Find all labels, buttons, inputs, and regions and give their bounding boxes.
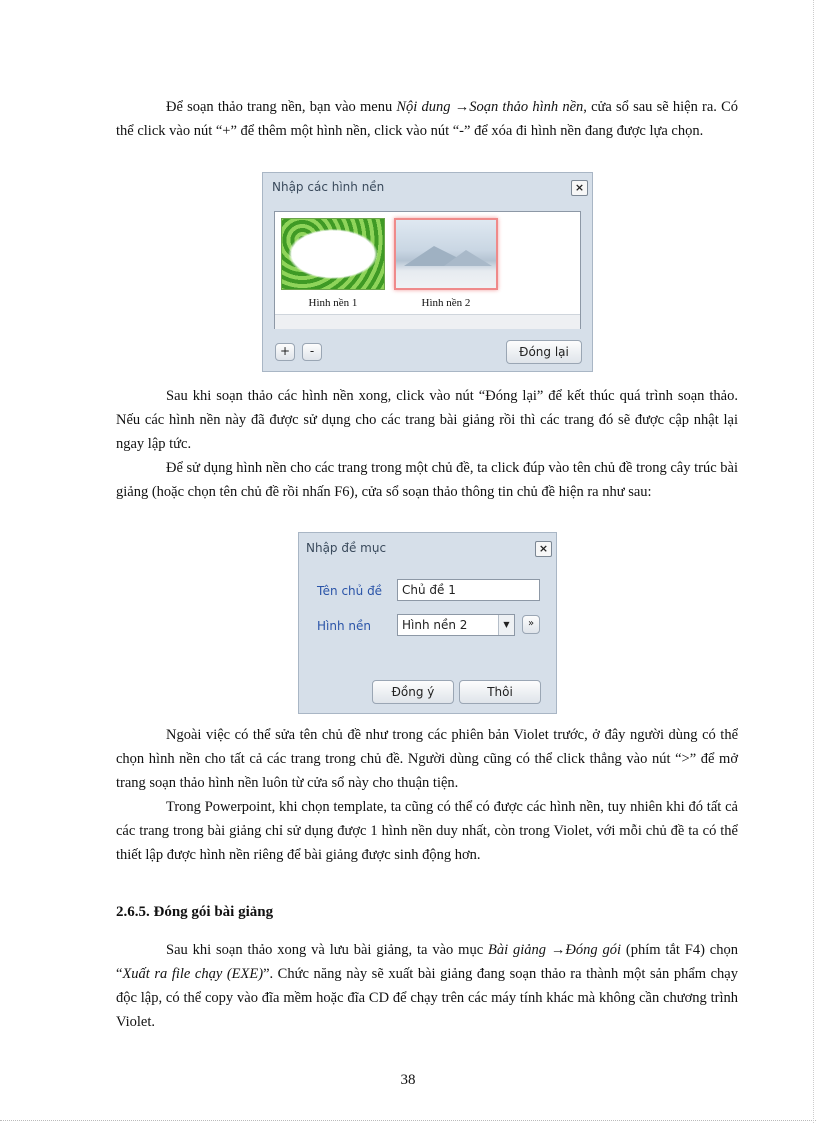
background-thumbnail-2[interactable] <box>394 218 498 290</box>
ok-button[interactable]: Đồng ý <box>372 680 454 704</box>
cancel-button[interactable]: Thôi <box>459 680 541 704</box>
page-bottom-border <box>0 1120 816 1121</box>
add-background-button[interactable]: + <box>275 343 295 361</box>
p1-text-b: , cửa sổ sau sẽ hiện ra. Có thể click vào nút “+” để thêm một hình nền, click vào nút “-” để xóa đi hình nền đang được lựa chọn. <box>116 99 738 139</box>
p6-text-a: Sau khi soạn thảo xong và lưu bài giảng, ta vào mục <box>166 942 489 958</box>
p3-text: Để sử dụng hình nền cho các trang trong một chủ đề, ta click đúp vào tên chủ đề trong cây trúc bài giảng (hoặc chọn tên chủ đề rồi nhấn F6), cửa sổ soạn thảo thông tin chủ đề hiện ra như sau: <box>116 460 738 500</box>
dialog-title: Nhập đề mục <box>306 541 387 555</box>
background-label: Hình nền <box>317 619 371 633</box>
paragraph-3 <box>116 456 738 504</box>
thumbnail-panel <box>274 211 581 329</box>
p4-text: Ngoài việc có thể sửa tên chủ đề như trong các phiên bản Violet trước, ở đây người dùng có thể chọn hình nền cho tất cả các trang trong chủ đề. Người dùng cũng có thể click thẳng vào nút “>” để mở trang soạn thảo hình nền luôn từ cửa sổ này cho thuận tiện. <box>116 727 738 791</box>
backgrounds-dialog <box>262 172 593 372</box>
topic-dialog <box>298 532 557 714</box>
page-right-border <box>813 0 814 1123</box>
paragraph-6 <box>116 938 738 1034</box>
paragraph-5 <box>116 795 738 867</box>
close-dialog-button[interactable]: Đóng lại <box>506 340 582 364</box>
close-icon[interactable]: × <box>571 180 588 196</box>
open-background-editor-button[interactable]: » <box>522 615 540 634</box>
p6-text-c: ”. Chức năng này sẽ xuất bài giảng đang soạn thảo ra thành một sản phẩm chạy độc lập, có thể copy vào đĩa mềm hoặc đĩa CD để chạy trên các máy tính khác mà không cần chương trình Violet. <box>116 966 738 1030</box>
section-heading: 2.6.5. Đóng gói bài giảng <box>116 904 274 920</box>
thumbnail-label: Hình nền 1 <box>308 297 358 309</box>
p6-text-b: (phím tắt F4) chọn “ <box>116 942 738 982</box>
topic-name-label: Tên chủ đề <box>317 584 383 598</box>
paragraph-4 <box>116 723 738 795</box>
topic-name-input[interactable]: Chủ đề 1 <box>397 579 540 601</box>
paragraph-2 <box>116 384 738 456</box>
dialog-title: Nhập các hình nền <box>272 180 385 194</box>
mountain-shape <box>444 250 492 266</box>
p6-option: Xuất ra file chạy (EXE) <box>122 966 264 982</box>
page-number: 38 <box>400 1072 416 1088</box>
p6-menu-path: Bài giảng →Đóng gói <box>488 942 622 958</box>
horizontal-scrollbar[interactable] <box>275 314 580 329</box>
remove-background-button[interactable]: - <box>302 343 322 361</box>
background-select[interactable] <box>397 614 515 636</box>
p5-text: Trong Powerpoint, khi chọn template, ta cũng có thể có được các hình nền, tuy nhiên khi đó tất cả các trang trong bài giảng chỉ sử dụng được 1 hình nền duy nhất, còn trong Violet, với mỗi chủ đề ta có thể thiết lập được hình nền riêng để bài giảng được sinh động hơn. <box>116 799 738 863</box>
chevron-down-icon[interactable]: ▼ <box>498 615 514 635</box>
p1-text-a: Để soạn thảo trang nền, bạn vào menu <box>166 99 397 115</box>
p1-menu-path: Nội dung →Soạn thảo hình nền <box>396 99 584 115</box>
thumbnail-label: Hình nền 2 <box>421 297 471 309</box>
p2-text: Sau khi soạn thảo các hình nền xong, click vào nút “Đóng lại” để kết thúc quá trình soạn thảo. Nếu các hình nền này đã được sử dụng cho các trang bài giảng rồi thì các trang đó sẽ được cập nhật lại ngay lập tức. <box>116 388 738 452</box>
close-icon[interactable]: × <box>535 541 552 557</box>
paragraph-1 <box>116 95 738 143</box>
background-thumbnail-1[interactable] <box>281 218 385 290</box>
background-select-value: Hình nền 2 <box>402 618 468 632</box>
